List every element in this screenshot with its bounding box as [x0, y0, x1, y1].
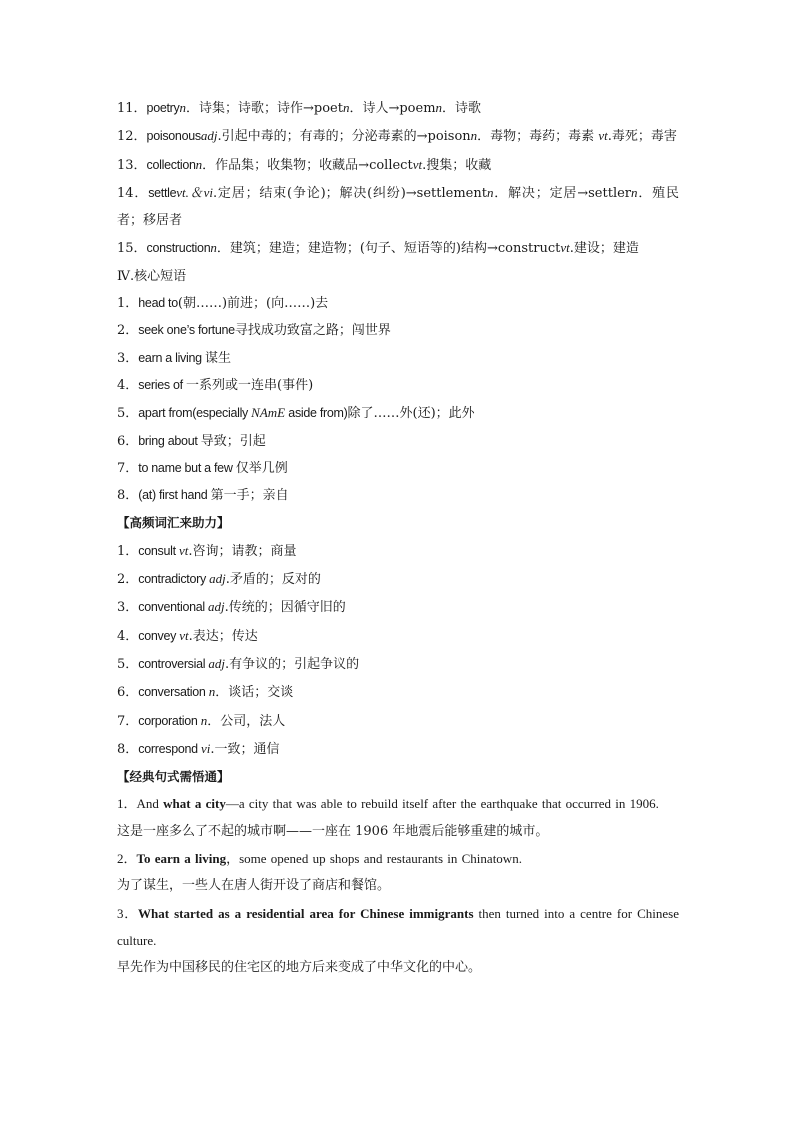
item-number: 4．	[117, 628, 139, 644]
high-freq-item	[117, 537, 679, 565]
phrase-en: seek one’s fortune	[138, 323, 235, 338]
high-freq-item	[117, 650, 679, 678]
part-of-speech: adj	[209, 571, 226, 587]
section-heading-sentences: 【经典句式需悟通】	[117, 769, 230, 785]
part-of-speech: vt.＆vi	[176, 184, 213, 200]
vocab-word: corporation	[138, 713, 201, 728]
part-of-speech: vt	[179, 627, 189, 643]
phrase-en: (at) first hand	[138, 488, 211, 503]
part-of-speech: vt	[412, 156, 423, 172]
phrase-cn: (朝……)前进；(向……)去	[177, 296, 329, 312]
vocab-definition: ．诗人→poem	[349, 101, 436, 116]
vocab-word: conversation	[138, 685, 209, 700]
part-of-speech: n	[486, 184, 494, 200]
high-freq-item	[117, 678, 679, 706]
part-of-speech: adj	[208, 655, 226, 671]
phrase-cn: 除了……外(还)；此外	[347, 406, 475, 422]
item-number: 6．	[117, 433, 139, 449]
vocab-word: poetry	[146, 101, 180, 115]
part-of-speech: n	[179, 100, 186, 115]
part-of-speech: vt	[598, 128, 608, 144]
phrase-cn: 寻找成功致富之路；闯世界	[234, 323, 391, 339]
sentence-text: ，some opened up shops and restaurants in Chinatown.	[226, 851, 522, 867]
phrase-en: apart from(especially	[138, 406, 252, 421]
vocab-definition: .一致；通信	[210, 741, 280, 757]
sentence-cn: 为了谋生，一些人在唐人街开设了商店和餐馆。	[117, 878, 391, 894]
phrase-cn: 第一手；亲自	[210, 488, 289, 504]
item-number: 3．	[117, 905, 139, 921]
phrase-en: aside from)	[285, 406, 348, 421]
item-number: 12．	[117, 129, 147, 145]
item-number: 7．	[117, 713, 139, 729]
item-number: 11．	[117, 101, 147, 116]
document-page	[117, 94, 679, 982]
vocab-definition: .传统的；因循守旧的	[224, 600, 346, 616]
phrase-item	[117, 345, 679, 372]
sentence-highlight: What started as a residential area for Chinese immigrants	[138, 905, 474, 921]
phrase-cn: 谋生	[204, 350, 231, 366]
item-number: 5．	[117, 406, 139, 422]
vocab-word: consult	[138, 543, 179, 558]
sentence-text: —a city that was able to rebuild itself after the earthquake that occurred in 1906.	[225, 796, 659, 812]
vocab-definition: ．殖民者；移居者	[117, 185, 679, 229]
phrase-item	[117, 455, 679, 482]
item-number: 3．	[117, 600, 139, 616]
phrase-en: to name but a few	[138, 460, 236, 475]
vocab-definition: .搜集；收藏	[422, 157, 492, 173]
item-number: 2．	[117, 323, 139, 339]
vocab-word: contradictory	[138, 572, 210, 587]
vocab-word: correspond	[138, 741, 201, 756]
vocab-definition: ．诗集；诗歌；诗作→poet	[186, 101, 343, 116]
vocab-item-12	[117, 122, 679, 150]
sentence-cn: 这是一座多么了不起的城市啊——一座在 1906 年地震后能够重建的城市。	[117, 823, 549, 839]
vocab-item-11	[117, 94, 679, 122]
vocab-definition: .表达；传达	[188, 628, 258, 644]
vocab-definition: .毒死；毒害	[607, 129, 677, 145]
vocab-definition: ．建筑；建造；建造物；(句子、短语等的)结构→construct	[216, 241, 561, 257]
phrase-item	[117, 399, 679, 427]
sentence-highlight: what a city	[163, 796, 226, 812]
part-of-speech: n	[435, 100, 443, 115]
sentence-cn: 早先作为中国移民的住宅区的地方后来变成了中华文化的中心。	[117, 960, 482, 976]
section-heading-phrases: Ⅳ.核心短语	[117, 268, 187, 284]
part-of-speech: vt	[560, 240, 570, 256]
vocab-definition: ．公司，法人	[207, 713, 286, 729]
vocab-word: settle	[148, 185, 177, 200]
high-freq-item	[117, 707, 679, 735]
part-of-speech: n	[208, 684, 216, 700]
vocab-definition: ．解决；定居→settler	[493, 185, 632, 201]
sentence-highlight: To earn a living	[136, 851, 227, 867]
item-number: 15．	[117, 241, 147, 257]
phrase-item	[117, 372, 679, 399]
sentence-en	[117, 900, 679, 955]
vocab-definition: .矛盾的；反对的	[225, 572, 321, 588]
phrase-en-italic: NAmE	[251, 405, 286, 421]
item-number: 4．	[117, 377, 139, 393]
item-number: 1．	[117, 296, 139, 312]
phrase-cn: 导致；引起	[200, 433, 266, 449]
high-freq-item	[117, 593, 679, 621]
phrase-cn: 仅举几例	[235, 460, 288, 476]
vocab-item-15	[117, 234, 679, 262]
vocab-word: poisonous	[146, 129, 201, 144]
vocab-word: controversial	[138, 656, 209, 671]
part-of-speech: n	[195, 156, 203, 172]
vocab-definition: .引起中毒的；有毒的；分泌毒素的→poison	[217, 129, 471, 145]
vocab-definition: .建设；建造	[569, 241, 639, 257]
vocab-word: construction	[146, 241, 211, 256]
phrase-en: bring about	[138, 433, 201, 448]
item-number: 1．	[117, 796, 137, 812]
part-of-speech: n	[210, 240, 217, 256]
vocab-word: convey	[138, 628, 180, 643]
phrase-en: head to	[138, 296, 178, 311]
vocab-word: collection	[146, 157, 196, 172]
vocab-item-13	[117, 151, 679, 179]
item-number: 8．	[117, 488, 139, 504]
item-number: 8．	[117, 741, 139, 757]
item-number: 5．	[117, 656, 139, 672]
item-number: 3．	[117, 350, 139, 366]
item-number: 6．	[117, 685, 139, 701]
sentence-en	[117, 790, 679, 817]
phrase-en: earn a living	[138, 350, 205, 365]
item-number: 13．	[117, 157, 147, 173]
vocab-definition: ．诗歌	[442, 101, 482, 116]
phrase-cn: 一系列或一连串(事件)	[186, 377, 314, 393]
high-freq-item	[117, 565, 679, 593]
vocab-definition: ．作品集；收集物；收藏品→collect	[202, 157, 413, 173]
sentence-en	[117, 845, 679, 872]
vocab-definition: .咨询；请教；商量	[188, 543, 297, 559]
part-of-speech: n	[470, 128, 478, 144]
item-number: 1．	[117, 543, 139, 559]
item-number: 2．	[117, 851, 137, 867]
item-number: 2．	[117, 572, 139, 588]
vocab-definition: .定居；结束(争论)；解决(纠纷)→settlement	[212, 185, 487, 201]
phrase-item	[117, 317, 679, 344]
item-number: 7．	[117, 460, 139, 476]
part-of-speech: vt	[178, 542, 189, 558]
phrase-item	[117, 482, 679, 509]
phrase-en: series of	[138, 377, 186, 392]
item-number: 14．	[117, 185, 149, 201]
part-of-speech: vi	[201, 740, 211, 756]
phrase-item	[117, 428, 679, 455]
part-of-speech: n	[631, 184, 638, 200]
vocab-item-14	[117, 179, 679, 235]
part-of-speech: n	[200, 712, 208, 728]
phrase-item	[117, 290, 679, 317]
sentence-text: then turned into a centre for Chinese culture.	[117, 905, 679, 948]
sentence-text: And	[136, 796, 164, 812]
high-freq-item	[117, 735, 679, 763]
high-freq-item	[117, 622, 679, 650]
vocab-word: conventional	[138, 600, 209, 615]
vocab-definition: ．谈话；交谈	[215, 685, 294, 701]
section-heading-high-freq: 【高频词汇来助力】	[117, 515, 230, 531]
part-of-speech: n	[342, 100, 350, 115]
vocab-definition: ．毒物；毒药；毒素	[477, 129, 599, 145]
part-of-speech: adj	[200, 128, 218, 144]
part-of-speech: adj	[208, 599, 225, 615]
vocab-definition: .有争议的；引起争议的	[225, 656, 360, 672]
